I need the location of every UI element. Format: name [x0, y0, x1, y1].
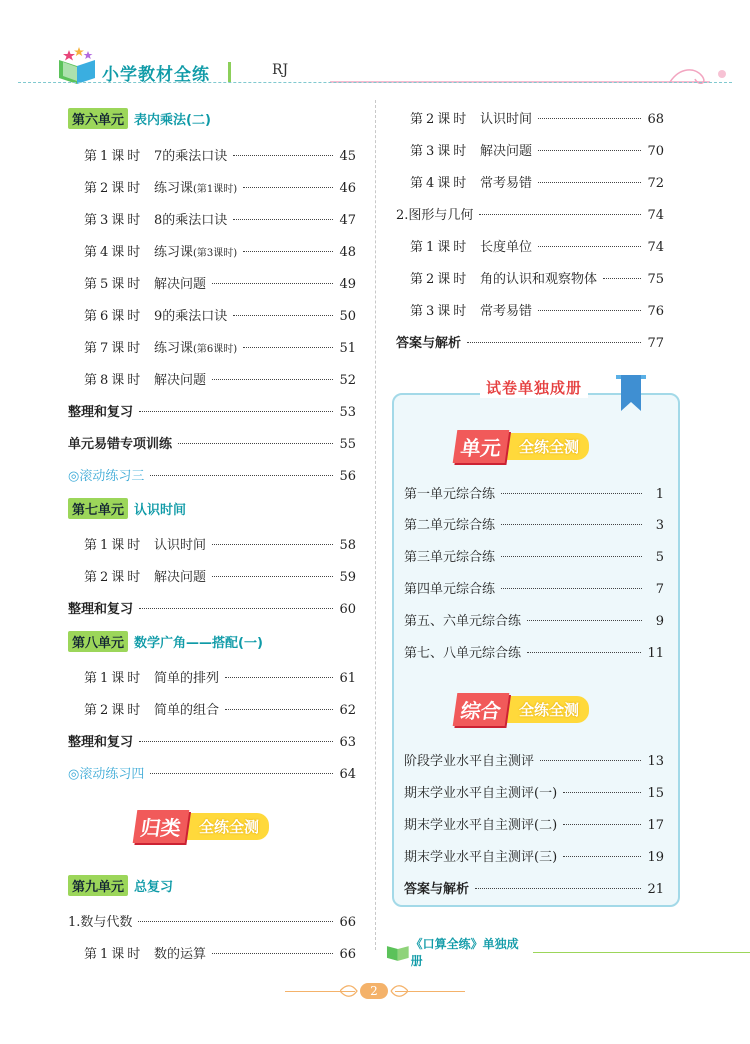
unit-test-2[interactable]: [404, 514, 664, 533]
footer-flourish-right-icon: [390, 984, 408, 998]
header-ornament-icon: [330, 62, 730, 84]
unit6-heading: [68, 108, 211, 129]
unit6-lesson-4[interactable]: [84, 241, 356, 260]
test-label: 第二单元综合练: [404, 518, 496, 533]
leader-dots: [178, 443, 333, 444]
lesson-name: 认识时间: [480, 112, 533, 127]
leader-dots: [501, 588, 642, 589]
page-number: 72: [647, 176, 664, 191]
unit-test-5[interactable]: [404, 610, 664, 629]
lesson-name: 8的乘法口诀: [154, 213, 228, 228]
unit9-section-1[interactable]: [68, 911, 356, 930]
lesson-note: (第3课时): [193, 248, 238, 259]
lesson-name: 解决问题: [154, 570, 207, 585]
right-s2-lesson-2[interactable]: [410, 268, 664, 287]
badge-sub-text: 全练全测: [507, 696, 589, 723]
page-number: 7: [655, 582, 664, 597]
unit8-review[interactable]: [68, 731, 356, 750]
unit8-lesson-1[interactable]: [84, 667, 356, 686]
leader-dots: [138, 921, 333, 922]
unit-test-1[interactable]: [404, 483, 664, 502]
page-number: 17: [647, 818, 664, 833]
leader-dots: [150, 475, 333, 476]
page-number: 59: [339, 570, 356, 585]
unit7-review[interactable]: [68, 598, 356, 617]
lesson-no: 第4课时: [84, 245, 144, 260]
unit8-lesson-2[interactable]: [84, 699, 356, 718]
leader-dots: [212, 379, 333, 380]
roll-label: ◎滚动练习四: [68, 767, 145, 782]
page-number: 19: [647, 850, 664, 865]
leader-dots: [501, 556, 642, 557]
lesson-no: 第3课时: [410, 304, 470, 319]
leader-dots: [475, 888, 641, 889]
leader-dots: [538, 310, 641, 311]
classify-badge: [135, 810, 269, 843]
test-label: 第五、六单元综合练: [404, 614, 522, 629]
leader-dots: [563, 792, 641, 793]
header: [0, 0, 750, 90]
test-label: 第四单元综合练: [404, 582, 496, 597]
badge-main-text: 归类: [133, 810, 190, 843]
lesson-note: (第6课时): [193, 344, 238, 355]
lesson-no: 第2课时: [410, 272, 470, 287]
test-label: 第七、八单元综合练: [404, 646, 522, 661]
unit-test-4[interactable]: [404, 578, 664, 597]
page-number: 60: [339, 602, 356, 617]
header-accent-bar: [228, 62, 231, 82]
page-number: 53: [339, 405, 356, 420]
unit6-tag: 第六单元: [68, 108, 128, 129]
lesson-no: 第7课时: [84, 341, 144, 356]
lesson-name: 练习课: [154, 245, 194, 260]
unit-test-badge: [455, 430, 589, 463]
comp-test-4[interactable]: [404, 846, 664, 865]
leader-dots: [233, 155, 333, 156]
lesson-no: 第2课时: [84, 181, 144, 196]
lesson-name: 认识时间: [154, 538, 207, 553]
unit7-lesson-1[interactable]: [84, 534, 356, 553]
leader-dots: [243, 251, 333, 252]
lesson-name: 常考易错: [480, 304, 533, 319]
unit9-lesson-1[interactable]: [84, 943, 356, 962]
page-number: 66: [339, 947, 356, 962]
page-number: 74: [647, 208, 664, 223]
errors-label: 单元易错专项训练: [68, 437, 173, 452]
leader-dots: [225, 709, 333, 710]
unit8-roll[interactable]: [68, 763, 356, 782]
lesson-no: 第8课时: [84, 373, 144, 388]
unit7-title: 认识时间: [134, 503, 187, 518]
lesson-no: 第5课时: [84, 277, 144, 292]
unit6-errors[interactable]: [68, 433, 356, 452]
leader-dots: [212, 283, 333, 284]
page-number: 15: [647, 786, 664, 801]
lesson-no: 第6课时: [84, 309, 144, 324]
lesson-name: 7的乘法口诀: [154, 149, 228, 164]
book-logo-icon: [55, 46, 99, 86]
footer-flourish-left-icon: [340, 984, 358, 998]
page-number: 52: [339, 373, 356, 388]
page-number: 21: [647, 882, 664, 897]
comp-test-3[interactable]: [404, 814, 664, 833]
test-label: 阶段学业水平自主测评: [404, 754, 535, 769]
unit7-lesson-2[interactable]: [84, 566, 356, 585]
lesson-no: 第1课时: [84, 538, 144, 553]
page-number: 13: [647, 754, 664, 769]
header-dashed-rule: [18, 82, 732, 83]
unit9-tag: 第九单元: [68, 875, 128, 896]
leader-dots: [538, 118, 641, 119]
page-number: 47: [339, 213, 356, 228]
page-number: 49: [339, 277, 356, 292]
right-section-2[interactable]: [396, 204, 664, 223]
leader-dots: [538, 182, 641, 183]
roll-label: ◎滚动练习三: [68, 469, 145, 484]
page-number: 48: [339, 245, 356, 260]
column-divider: [375, 100, 376, 950]
panel-answers[interactable]: [404, 878, 664, 897]
lesson-no: 第3课时: [410, 144, 470, 159]
page-number: 9: [655, 614, 664, 629]
brand-title: 小学教材全练: [102, 65, 210, 85]
unit9-heading: [68, 875, 173, 896]
lesson-no: 第2课时: [84, 703, 144, 718]
page-number: 77: [647, 336, 664, 351]
unit6-lesson-5[interactable]: [84, 273, 356, 292]
leader-dots: [479, 214, 641, 215]
lesson-name: 常考易错: [480, 176, 533, 191]
leader-dots: [527, 652, 641, 653]
leader-dots: [538, 150, 641, 151]
page-number: 66: [339, 915, 356, 930]
right-s2-lesson-3[interactable]: [410, 300, 664, 319]
lesson-no: 第1课时: [84, 149, 144, 164]
leader-dots: [139, 741, 333, 742]
leader-dots: [243, 347, 333, 348]
comp-test-1[interactable]: [404, 750, 664, 769]
oral-calc-note-text: 《口算全练》单独成册: [410, 937, 519, 968]
leader-dots: [139, 608, 333, 609]
leader-dots: [538, 246, 641, 247]
leader-dots: [212, 576, 333, 577]
page-number: 62: [339, 703, 356, 718]
section-label: 1.数与代数: [68, 915, 133, 930]
lesson-no: 第1课时: [410, 240, 470, 255]
test-label: 第一单元综合练: [404, 487, 496, 502]
page-number: 74: [647, 240, 664, 255]
leader-dots: [212, 544, 333, 545]
panel-title: 试卷单独成册: [480, 377, 588, 398]
unit6-roll[interactable]: [68, 465, 356, 484]
lesson-name: 简单的组合: [154, 703, 220, 718]
lesson-name: 9的乘法口诀: [154, 309, 228, 324]
test-label: 期末学业水平自主测评(三): [404, 850, 558, 865]
page-number: 76: [647, 304, 664, 319]
unit6-lesson-2[interactable]: [84, 177, 356, 196]
page-number: 64: [339, 767, 356, 782]
unit7-tag: 第七单元: [68, 498, 128, 519]
unit6-review[interactable]: [68, 401, 356, 420]
page-number: 1: [655, 487, 664, 502]
test-label: 期末学业水平自主测评(一): [404, 786, 558, 801]
answers-label: 答案与解析: [404, 882, 470, 897]
badge-sub-text: 全练全测: [507, 433, 589, 460]
leader-dots: [139, 411, 333, 412]
review-label: 整理和复习: [68, 602, 134, 617]
page-number: 56: [339, 469, 356, 484]
lesson-name: 长度单位: [480, 240, 533, 255]
page-number: 51: [339, 341, 356, 356]
leader-dots: [563, 856, 641, 857]
lesson-name: 简单的排列: [154, 671, 220, 686]
lesson-name: 练习课: [154, 341, 194, 356]
page-number: 70: [647, 144, 664, 159]
lesson-no: 第3课时: [84, 213, 144, 228]
leader-dots: [563, 824, 641, 825]
unit6-lesson-6[interactable]: [84, 305, 356, 324]
lesson-name: 解决问题: [154, 277, 207, 292]
page-number: 45: [339, 149, 356, 164]
page-number: 50: [339, 309, 356, 324]
leader-dots: [501, 524, 642, 525]
page-number: 11: [647, 646, 664, 661]
unit8-title: 数学广角——搭配(一): [134, 636, 263, 651]
leader-dots: [225, 677, 333, 678]
leader-dots: [233, 219, 333, 220]
right-lesson-1[interactable]: [410, 108, 664, 127]
leader-dots: [527, 620, 642, 621]
lesson-no: 第1课时: [84, 947, 144, 962]
comp-test-2[interactable]: [404, 782, 664, 801]
unit6-lesson-1[interactable]: [84, 145, 356, 164]
leader-dots: [540, 760, 641, 761]
lesson-name: 解决问题: [480, 144, 533, 159]
oral-calc-note: [385, 935, 750, 969]
page-number: 3: [655, 518, 664, 533]
unit7-heading: [68, 498, 186, 519]
lesson-no: 第4课时: [410, 176, 470, 191]
badge-main-text: 综合: [453, 693, 510, 726]
unit-test-3[interactable]: [404, 546, 664, 565]
page-number-badge: 2: [360, 983, 388, 999]
leader-dots: [150, 773, 333, 774]
answers-label: 答案与解析: [396, 336, 462, 351]
page-number: 68: [647, 112, 664, 127]
test-label: 第三单元综合练: [404, 550, 496, 565]
book-icon: [385, 942, 411, 962]
page-number: 46: [339, 181, 356, 196]
page-number: 75: [647, 272, 664, 287]
right-lesson-3[interactable]: [410, 172, 664, 191]
right-answers[interactable]: [396, 332, 664, 351]
badge-sub-text: 全练全测: [187, 813, 269, 840]
leader-dots: [467, 342, 641, 343]
section-label: 2.图形与几何: [396, 208, 474, 223]
lesson-no: 第1课时: [84, 671, 144, 686]
test-label: 期末学业水平自主测评(二): [404, 818, 558, 833]
lesson-name: 解决问题: [154, 373, 207, 388]
leader-dots: [501, 493, 642, 494]
unit6-lesson-3[interactable]: [84, 209, 356, 228]
page-number: 5: [655, 550, 664, 565]
page-number: 55: [339, 437, 356, 452]
page-number: 61: [339, 671, 356, 686]
leader-dots: [603, 278, 641, 279]
leader-dots: [233, 315, 333, 316]
unit8-tag: 第八单元: [68, 631, 128, 652]
page-number: 58: [339, 538, 356, 553]
lesson-note: (第1课时): [193, 184, 238, 195]
review-label: 整理和复习: [68, 405, 134, 420]
series-code: RJ: [272, 62, 289, 78]
unit9-title: 总复习: [134, 880, 174, 895]
right-lesson-2[interactable]: [410, 140, 664, 159]
lesson-no: 第2课时: [410, 112, 470, 127]
page-number: 63: [339, 735, 356, 750]
leader-dots: [212, 953, 333, 954]
unit6-lesson-7[interactable]: [84, 337, 356, 356]
lesson-no: 第2课时: [84, 570, 144, 585]
comprehensive-test-badge: [455, 693, 589, 726]
unit6-title: 表内乘法(二): [134, 113, 211, 128]
badge-main-text: 单元: [453, 430, 510, 463]
right-s2-lesson-1[interactable]: [410, 236, 664, 255]
review-label: 整理和复习: [68, 735, 134, 750]
leader-dots: [243, 187, 333, 188]
note-underline: [533, 952, 750, 953]
lesson-name: 练习课: [154, 181, 194, 196]
lesson-name: 角的认识和观察物体: [480, 272, 598, 287]
lesson-name: 数的运算: [154, 947, 207, 962]
unit6-lesson-8[interactable]: [84, 369, 356, 388]
unit-test-6[interactable]: [404, 642, 664, 661]
unit8-heading: [68, 631, 263, 652]
